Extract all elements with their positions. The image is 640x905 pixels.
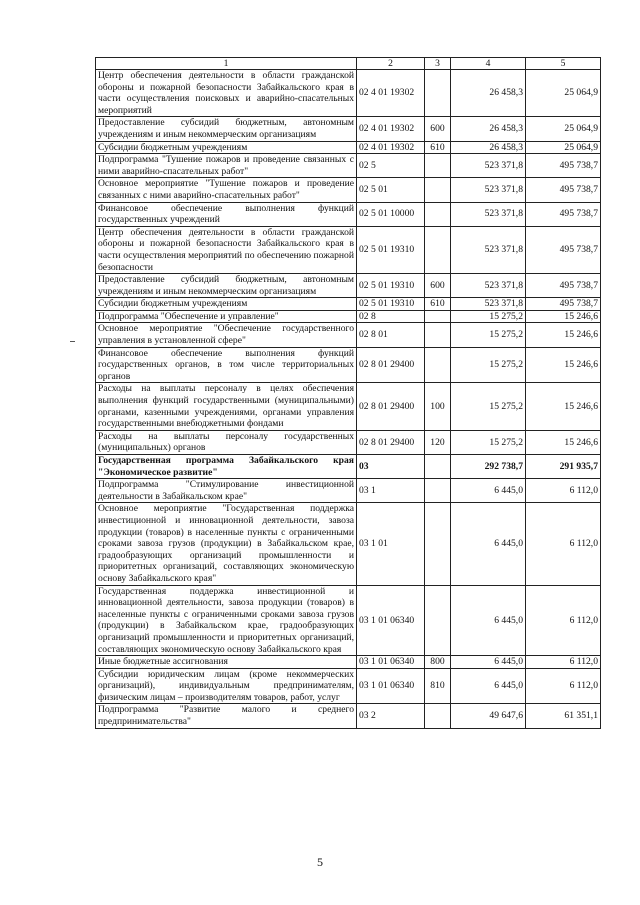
cell-code: 02 8 01 29400 [357,347,425,383]
cell-sum-1: 26 458,3 [451,70,526,117]
cell-code: 03 1 01 06340 [357,668,425,704]
cell-name: Финансовое обеспечение выполнения функций государственных органов, в том числе территориальных органов [96,347,357,383]
cell-sum-1: 15 275,2 [451,310,526,323]
margin-mark [70,341,75,342]
cell-name: Государственная программа Забайкальского края "Экономическое развитие" [96,455,357,479]
table-header-row [96,58,601,70]
cell-expense-type [425,310,451,323]
header-col-4: 4 [451,58,526,70]
cell-sum-1: 49 647,6 [451,704,526,728]
table-row [96,298,601,311]
cell-code: 02 5 01 19310 [357,226,425,273]
cell-name: Центр обеспечения деятельности в области гражданской обороны и пожарной безопасности Забайкальского края в части осуществления мероприятий по обеспечению пожарной безопасности [96,226,357,273]
table-row [96,141,601,154]
cell-sum-1: 26 458,3 [451,141,526,154]
table-row [96,117,601,141]
cell-sum-2: 15 246,6 [526,323,601,347]
cell-expense-type: 600 [425,274,451,298]
cell-sum-2: 15 246,6 [526,383,601,430]
cell-sum-1: 523 371,8 [451,202,526,226]
cell-expense-type [425,704,451,728]
cell-code: 03 1 01 [357,503,425,585]
cell-sum-1: 6 445,0 [451,656,526,669]
table-row [96,656,601,669]
cell-code: 02 8 [357,310,425,323]
table-row [96,70,601,117]
cell-sum-2: 495 738,7 [526,274,601,298]
cell-sum-2: 25 064,9 [526,70,601,117]
table-row [96,226,601,273]
cell-sum-1: 523 371,8 [451,274,526,298]
cell-sum-2: 495 738,7 [526,154,601,178]
cell-sum-2: 291 935,7 [526,455,601,479]
cell-name: Финансовое обеспечение выполнения функций государственных учреждений [96,202,357,226]
cell-code: 03 1 [357,479,425,503]
table-row [96,585,601,656]
cell-sum-2: 495 738,7 [526,202,601,226]
cell-sum-2: 6 112,0 [526,503,601,585]
cell-sum-1: 26 458,3 [451,117,526,141]
cell-name: Подпрограмма "Развитие малого и среднего предпринимательства" [96,704,357,728]
cell-name: Предоставление субсидий бюджетным, автономным учреждениям и иным некоммерческим организациям [96,274,357,298]
cell-sum-2: 61 351,1 [526,704,601,728]
cell-sum-2: 6 112,0 [526,479,601,503]
cell-code: 02 5 01 19310 [357,298,425,311]
cell-code: 02 5 [357,154,425,178]
header-col-3: 3 [425,58,451,70]
table-row [96,668,601,704]
cell-sum-2: 25 064,9 [526,141,601,154]
cell-expense-type: 600 [425,117,451,141]
cell-expense-type: 610 [425,298,451,311]
cell-name: Субсидии бюджетным учреждениям [96,298,357,311]
cell-name: Подпрограмма "Стимулирование инвестиционной деятельности в Забайкальском крае" [96,479,357,503]
cell-code: 02 4 01 19302 [357,70,425,117]
cell-expense-type [425,226,451,273]
cell-expense-type [425,585,451,656]
cell-sum-1: 6 445,0 [451,585,526,656]
table-row [96,178,601,202]
cell-name: Расходы на выплаты персоналу в целях обеспечения выполнения функций государственными (муниципальными) органами, казенными учреждениями, органами управления государственными внебюджетными фондами [96,383,357,430]
cell-sum-1: 6 445,0 [451,503,526,585]
table-row [96,455,601,479]
cell-sum-1: 15 275,2 [451,430,526,454]
table-body [96,70,601,729]
cell-name: Основное мероприятие "Государственная поддержка инвестиционной и инновационной деятельности, завоза продукции (товаров) в населенные пункты с ограниченными сроками завоза грузов (продукции) в Забайкальском крае, градообразующих организаций промышленности и приоритетных организаций, составляющих экономическую основу Забайкальского края" [96,503,357,585]
table-row [96,479,601,503]
cell-sum-2: 495 738,7 [526,178,601,202]
cell-sum-2: 15 246,6 [526,347,601,383]
cell-code: 02 8 01 29400 [357,430,425,454]
cell-sum-2: 6 112,0 [526,585,601,656]
cell-code: 02 5 01 [357,178,425,202]
cell-sum-2: 15 246,6 [526,430,601,454]
cell-sum-1: 15 275,2 [451,323,526,347]
cell-name: Субсидии бюджетным учреждениям [96,141,357,154]
cell-code: 02 8 01 [357,323,425,347]
cell-expense-type: 120 [425,430,451,454]
cell-sum-1: 523 371,8 [451,298,526,311]
table-row [96,383,601,430]
header-col-2: 2 [357,58,425,70]
cell-name: Основное мероприятие "Обеспечение государственного управления в установленной сфере" [96,323,357,347]
header-col-1: 1 [96,58,357,70]
cell-expense-type [425,154,451,178]
cell-sum-1: 15 275,2 [451,347,526,383]
table-row [96,347,601,383]
cell-expense-type [425,503,451,585]
cell-expense-type: 810 [425,668,451,704]
cell-sum-1: 6 445,0 [451,668,526,704]
cell-code: 02 4 01 19302 [357,117,425,141]
cell-sum-2: 25 064,9 [526,117,601,141]
table-row [96,323,601,347]
header-col-5: 5 [526,58,601,70]
cell-expense-type [425,455,451,479]
cell-sum-1: 292 738,7 [451,455,526,479]
table-row [96,430,601,454]
cell-name: Центр обеспечения деятельности в области гражданской обороны и пожарной безопасности Забайкальского края в части осуществления поисковых и аварийно-спасательных мероприятий [96,70,357,117]
cell-expense-type [425,347,451,383]
cell-code: 03 1 01 06340 [357,656,425,669]
cell-sum-2: 495 738,7 [526,226,601,273]
cell-name: Государственная поддержка инвестиционной и инновационной деятельности, завоза продукции (товаров) в населенные пункты с ограниченными сроками завоза грузов (продукции) в Забайкальском крае, градообразующих организаций промышленности и приоритетных организаций, составляющих экономическую основу Забайкальского края [96,585,357,656]
cell-code: 03 [357,455,425,479]
cell-sum-1: 6 445,0 [451,479,526,503]
table-row [96,274,601,298]
cell-expense-type [425,202,451,226]
cell-sum-2: 495 738,7 [526,298,601,311]
cell-sum-1: 15 275,2 [451,383,526,430]
cell-name: Расходы на выплаты персоналу государственных (муниципальных) органов [96,430,357,454]
cell-sum-1: 523 371,8 [451,226,526,273]
cell-expense-type [425,70,451,117]
cell-expense-type: 610 [425,141,451,154]
cell-expense-type [425,323,451,347]
cell-sum-1: 523 371,8 [451,154,526,178]
table-row [96,154,601,178]
cell-code: 02 5 01 19310 [357,274,425,298]
cell-name: Субсидии юридическим лицам (кроме некоммерческих организаций), индивидуальным предпринимателям, физическим лицам – производителям товаров, работ, услуг [96,668,357,704]
cell-expense-type [425,178,451,202]
cell-code: 02 8 01 29400 [357,383,425,430]
table-row [96,503,601,585]
cell-expense-type: 100 [425,383,451,430]
cell-sum-2: 6 112,0 [526,656,601,669]
cell-name: Основное мероприятие "Тушение пожаров и проведение связанных с ними аварийно-спасательных работ" [96,178,357,202]
table-row [96,202,601,226]
cell-expense-type: 800 [425,656,451,669]
cell-name: Иные бюджетные ассигнования [96,656,357,669]
page-number: 5 [317,855,323,869]
cell-expense-type [425,479,451,503]
cell-name: Подпрограмма "Обеспечение и управление" [96,310,357,323]
cell-sum-2: 15 246,6 [526,310,601,323]
table-row [96,704,601,728]
table-row [96,310,601,323]
budget-table [95,57,601,729]
cell-name: Предоставление субсидий бюджетным, автономным учреждениям и иным некоммерческим организациям [96,117,357,141]
cell-code: 02 4 01 19302 [357,141,425,154]
cell-code: 03 2 [357,704,425,728]
cell-sum-2: 6 112,0 [526,668,601,704]
cell-sum-1: 523 371,8 [451,178,526,202]
cell-code: 02 5 01 10000 [357,202,425,226]
cell-code: 03 1 01 06340 [357,585,425,656]
cell-name: Подпрограмма "Тушение пожаров и проведение связанных с ними аварийно-спасательных работ" [96,154,357,178]
